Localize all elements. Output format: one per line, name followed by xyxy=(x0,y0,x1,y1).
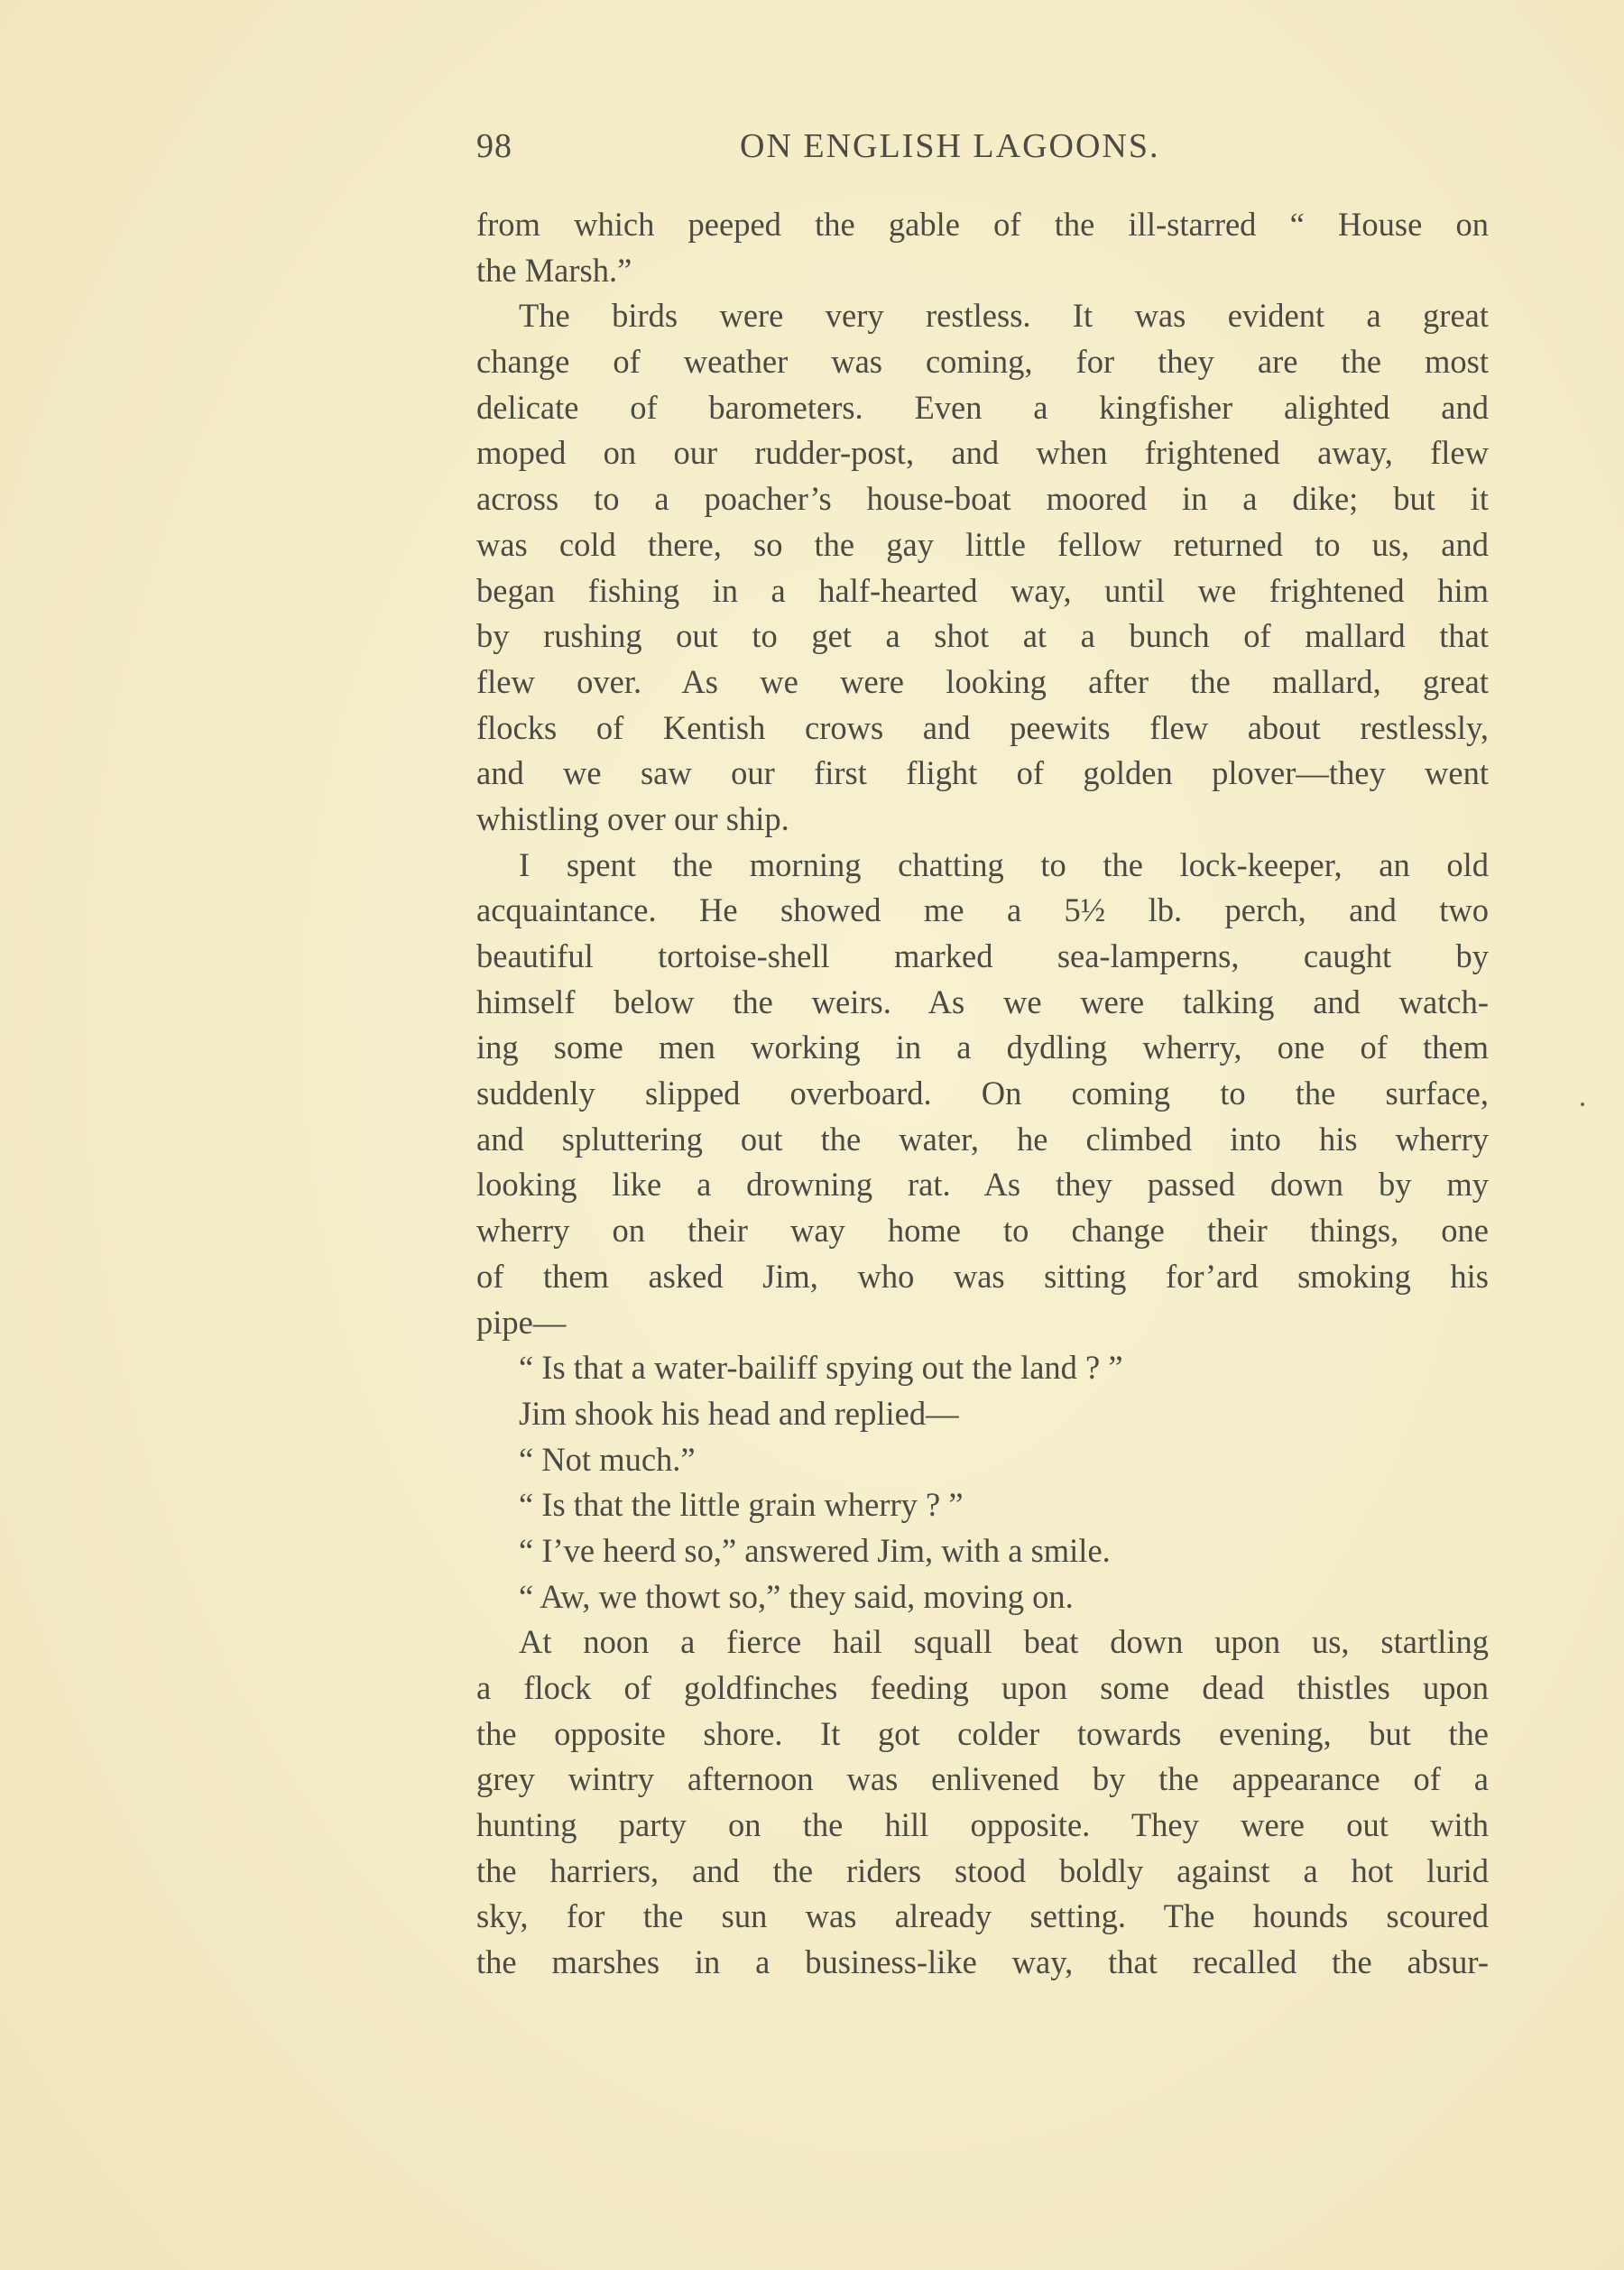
text-line: began fishing in a half-hearted way, until we frightened him xyxy=(476,571,1489,609)
text-line: and we saw our first flight of golden plover—they went xyxy=(476,754,1489,792)
text-line: looking like a drowning rat. As they passed down by my xyxy=(476,1166,1489,1204)
dialogue-line: “ Is that the little grain wherry ? ” xyxy=(519,1486,964,1524)
text-line: grey wintry afternoon was enlivened by the appearance of a xyxy=(476,1760,1489,1798)
text-line: across to a poacher’s house-boat moored in a dike; but it xyxy=(476,480,1489,518)
body-text xyxy=(476,202,1489,1986)
page-header xyxy=(476,126,1489,180)
text-line: moped on our rudder-post, and when frightened away, flew xyxy=(476,434,1489,472)
text-line: flew over. As we were looking after the mallard, great xyxy=(476,662,1489,700)
text-line: pipe— xyxy=(476,1303,567,1341)
text-line: The birds were very restless. It was evident a great xyxy=(519,297,1489,335)
text-line: At noon a fierce hail squall beat down upon us, startling xyxy=(519,1623,1489,1661)
text-line: acquaintance. He showed me a 5½ lb. perch, and two xyxy=(476,891,1489,929)
dialogue-line: “ Not much.” xyxy=(519,1440,696,1478)
text-line: whistling over our ship. xyxy=(476,799,789,837)
text-line: I spent the morning chatting to the lock-keeper, an old xyxy=(519,845,1489,883)
text-line: beautiful tortoise-shell marked sea-lamperns, caught by xyxy=(476,937,1489,974)
text-line: sky, for the sun was already setting. The hounds scoured xyxy=(476,1897,1489,1935)
text-line: and spluttering out the water, he climbed into his wherry xyxy=(476,1120,1489,1158)
text-line: of them asked Jim, who was sitting for’ard smoking his xyxy=(476,1257,1489,1295)
text-line: suddenly slipped overboard. On coming to the surface, xyxy=(476,1075,1489,1112)
text-line: wherry on their way home to change their things, one xyxy=(476,1212,1489,1250)
dialogue-line: “ I’ve heerd so,” answered Jim, with a smile. xyxy=(519,1531,1111,1569)
text-line: the harriers, and the riders stood boldly against a hot lurid xyxy=(476,1851,1489,1889)
text-line: flocks of Kentish crows and peewits flew about restlessly, xyxy=(476,708,1489,746)
text-line: by rushing out to get a shot at a bunch of mallard that xyxy=(476,617,1489,655)
text-line: ing some men working in a dydling wherry, one of them xyxy=(476,1029,1489,1066)
text-line: hunting party on the hill opposite. They were out with xyxy=(476,1806,1489,1844)
paper-speck xyxy=(1581,1103,1584,1106)
text-line: the opposite shore. It got colder towards evening, but the xyxy=(476,1714,1489,1752)
text-line: himself below the weirs. As we were talking and watch- xyxy=(476,983,1489,1020)
text-line: delicate of barometers. Even a kingfisher alighted and xyxy=(476,388,1489,426)
dialogue-line: “ Is that a water-bailiff spying out the land ? ” xyxy=(519,1349,1123,1387)
running-head: ON ENGLISH LAGOONS. xyxy=(740,127,1160,165)
text-line: change of weather was coming, for they are the most xyxy=(476,343,1489,381)
dialogue-line: “ Aw, we thowt so,” they said, moving on. xyxy=(519,1577,1074,1615)
text-line: from which peeped the gable of the ill-starred “ House on xyxy=(476,206,1489,243)
page-number: 98 xyxy=(476,127,512,165)
text-line: the marshes in a business-like way, that recalled the absur- xyxy=(476,1943,1489,1981)
dialogue-line: Jim shook his head and replied— xyxy=(519,1394,959,1432)
text-line: was cold there, so the gay little fellow returned to us, and xyxy=(476,525,1489,563)
text-line: the Marsh.” xyxy=(476,251,632,289)
text-line: a flock of goldfinches feeding upon some dead thistles upon xyxy=(476,1669,1489,1706)
